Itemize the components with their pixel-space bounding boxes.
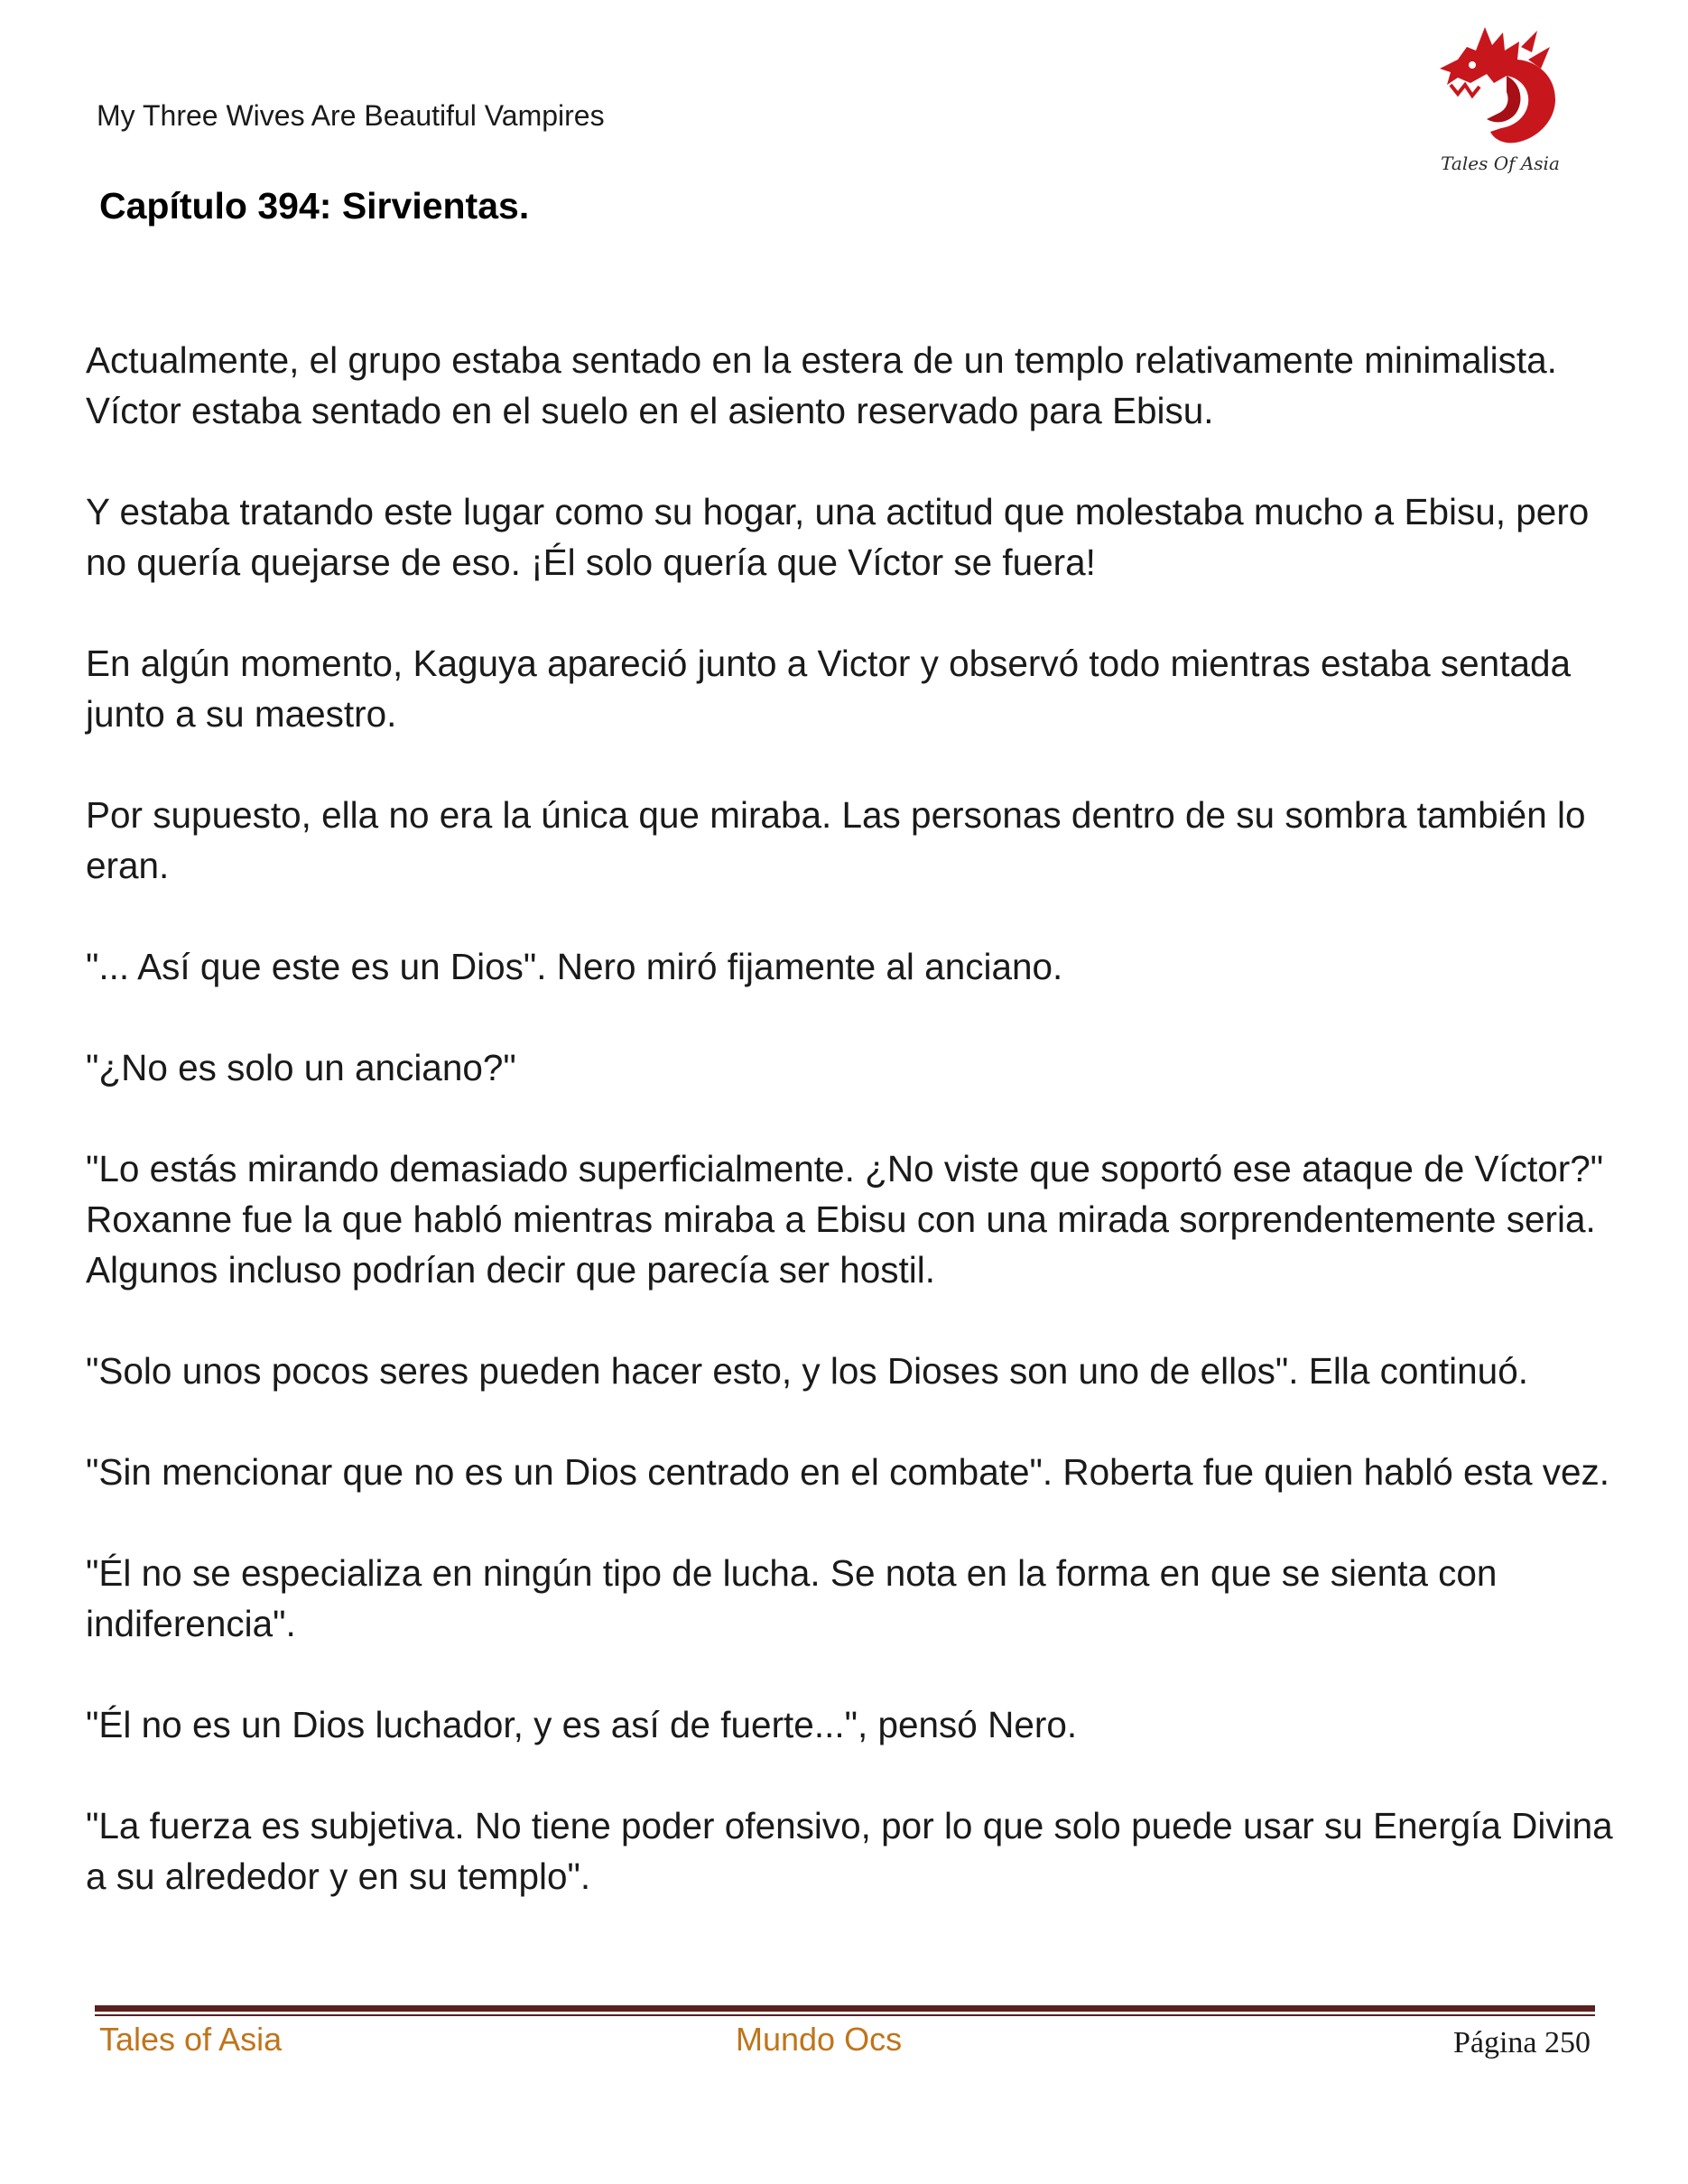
paragraph: Y estaba tratando este lugar como su hogar, una actitud que molestaba mucho a Ebisu, pero no quería quejarse de eso. ¡Él solo quería que Víctor se fuera!: [86, 491, 1590, 583]
paragraph: Actualmente, el grupo estaba sentado en la estera de un templo relativamente minimalista. Víctor estaba sentado en el suelo en el asiento reservado para Ebisu.: [86, 339, 1557, 431]
paragraph: "Solo unos pocos seres pueden hacer esto, y los Dioses son uno de ellos". Ella continuó.: [86, 1350, 1528, 1392]
chapter-title: Capítulo 394: Sirvientas.: [99, 185, 530, 227]
paragraph: "Él no es un Dios luchador, y es así de fuerte...", pensó Nero.: [86, 1704, 1078, 1745]
page-number: Página 250: [1452, 2026, 1591, 2059]
paragraph: Por supuesto, ella no era la única que miraba. Las personas dentro de su sombra también lo eran.: [86, 794, 1586, 886]
paragraph: "Él no se especializa en ningún tipo de lucha. Se nota en la forma en que se sienta con indiferencia".: [86, 1552, 1498, 1644]
book-title: My Three Wives Are Beautiful Vampires: [97, 99, 605, 132]
paragraph: "Sin mencionar que no es un Dios centrado en el combate". Roberta fue quien habló esta vez.: [86, 1451, 1610, 1493]
footer-divider-thin: [95, 2014, 1595, 2016]
footer-publisher: Tales of Asia: [99, 2021, 283, 2058]
paragraph: "La fuerza es subjetiva. No tiene poder ofensivo, por lo que solo puede usar su Energía Divina a su alrededor y en su templo".: [86, 1805, 1613, 1897]
paragraph: "¿No es solo un anciano?": [86, 1047, 516, 1088]
chapter-body: [86, 335, 1620, 1952]
footer-section: Mundo Ocs: [736, 2021, 903, 2058]
paragraph: "... Así que este es un Dios". Nero miró fijamente al anciano.: [86, 946, 1063, 987]
logo-caption: Tales Of Asia: [1441, 153, 1560, 174]
paragraph: En algún momento, Kaguya apareció junto a Victor y observó todo mientras estaba sentada junto a su maestro.: [86, 643, 1572, 735]
footer-divider: [95, 2005, 1595, 2012]
paragraph: "Lo estás mirando demasiado superficialmente. ¿No viste que soportó ese ataque de Víctor?" Roxanne fue la que habló mientras miraba a Ebisu con una mirada sorprendentemente seria. Algunos incluso podrían decir que parecía ser hostil.: [86, 1148, 1604, 1291]
